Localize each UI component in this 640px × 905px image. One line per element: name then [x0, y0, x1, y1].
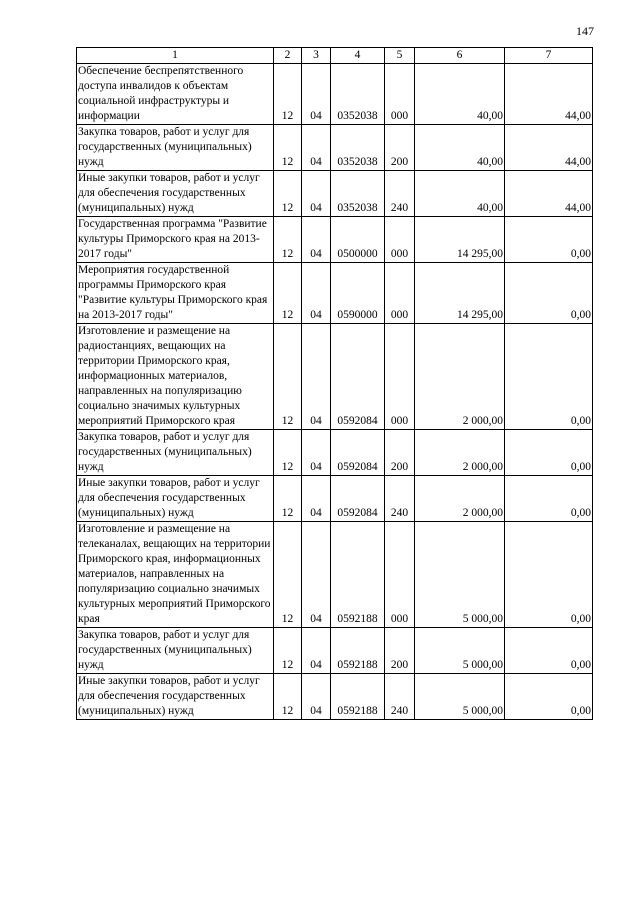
- table-row: [77, 171, 593, 217]
- expense-type-cell: 000: [385, 324, 415, 430]
- amount-cell: 0,00: [505, 263, 593, 324]
- row-name-cell: Государственная программа "Развитие культуры Приморского края на 2013-2017 годы": [77, 217, 274, 263]
- amount-cell: 40,00: [415, 64, 505, 125]
- table-row: [77, 324, 593, 430]
- subsection-cell: 04: [302, 674, 331, 720]
- amount-cell: 44,00: [505, 125, 593, 171]
- table-row: [77, 125, 593, 171]
- section-cell: 12: [274, 217, 302, 263]
- header-cell: 5: [385, 48, 415, 64]
- header-cell: 4: [331, 48, 385, 64]
- section-cell: 12: [274, 263, 302, 324]
- budget-table: [76, 47, 593, 720]
- header-cell: 7: [505, 48, 593, 64]
- table-body: [77, 64, 593, 720]
- expense-type-cell: 240: [385, 674, 415, 720]
- expense-type-cell: 000: [385, 522, 415, 628]
- section-cell: 12: [274, 64, 302, 125]
- subsection-cell: 04: [302, 64, 331, 125]
- amount-cell: 44,00: [505, 64, 593, 125]
- amount-cell: 5 000,00: [415, 628, 505, 674]
- amount-cell: 2 000,00: [415, 324, 505, 430]
- section-cell: 12: [274, 674, 302, 720]
- section-cell: 12: [274, 476, 302, 522]
- page-number: 147: [576, 24, 594, 38]
- table-row: [77, 430, 593, 476]
- header-cell: 2: [274, 48, 302, 64]
- amount-cell: 5 000,00: [415, 674, 505, 720]
- header-cell: 6: [415, 48, 505, 64]
- amount-cell: 40,00: [415, 171, 505, 217]
- expense-type-cell: 000: [385, 217, 415, 263]
- subsection-cell: 04: [302, 430, 331, 476]
- row-name-cell: Мероприятия государственной программы Приморского края "Развитие культуры Приморского края на 2013-2017 годы": [77, 263, 274, 324]
- table-row: [77, 476, 593, 522]
- target-article-cell: 0352038: [331, 64, 385, 125]
- expense-type-cell: 200: [385, 628, 415, 674]
- table-row: [77, 522, 593, 628]
- row-name-cell: Закупка товаров, работ и услуг для государственных (муниципальных) нужд: [77, 628, 274, 674]
- row-name-cell: Иные закупки товаров, работ и услуг для обеспечения государственных (муниципальных) нужд: [77, 674, 274, 720]
- table-row: [77, 217, 593, 263]
- amount-cell: 5 000,00: [415, 522, 505, 628]
- subsection-cell: 04: [302, 263, 331, 324]
- target-article-cell: 0590000: [331, 263, 385, 324]
- expense-type-cell: 200: [385, 430, 415, 476]
- amount-cell: 14 295,00: [415, 217, 505, 263]
- table-row: [77, 674, 593, 720]
- table-row: [77, 628, 593, 674]
- expense-type-cell: 000: [385, 64, 415, 125]
- header-cell: 3: [302, 48, 331, 64]
- amount-cell: 14 295,00: [415, 263, 505, 324]
- section-cell: 12: [274, 628, 302, 674]
- amount-cell: 0,00: [505, 324, 593, 430]
- row-name-cell: Иные закупки товаров, работ и услуг для обеспечения государственных (муниципальных) нужд: [77, 171, 274, 217]
- target-article-cell: 0352038: [331, 125, 385, 171]
- section-cell: 12: [274, 171, 302, 217]
- row-name-cell: Изготовление и размещение на радиостанциях, вещающих на территории Приморского края, информационных материалов, направленных на популяризацию социально значимых культурных мероприятий Приморского края: [77, 324, 274, 430]
- row-name-cell: Закупка товаров, работ и услуг для государственных (муниципальных) нужд: [77, 125, 274, 171]
- target-article-cell: 0592084: [331, 430, 385, 476]
- target-article-cell: 0592188: [331, 522, 385, 628]
- expense-type-cell: 240: [385, 476, 415, 522]
- row-name-cell: Иные закупки товаров, работ и услуг для обеспечения государственных (муниципальных) нужд: [77, 476, 274, 522]
- amount-cell: 2 000,00: [415, 430, 505, 476]
- target-article-cell: 0592084: [331, 476, 385, 522]
- subsection-cell: 04: [302, 125, 331, 171]
- row-name-cell: Обеспечение беспрепятственного доступа инвалидов к объектам социальной инфраструктуры и информации: [77, 64, 274, 125]
- section-cell: 12: [274, 522, 302, 628]
- expense-type-cell: 200: [385, 125, 415, 171]
- header-row: [77, 48, 593, 64]
- expense-type-cell: 000: [385, 263, 415, 324]
- target-article-cell: 0352038: [331, 171, 385, 217]
- subsection-cell: 04: [302, 628, 331, 674]
- amount-cell: 0,00: [505, 476, 593, 522]
- amount-cell: 40,00: [415, 125, 505, 171]
- expense-type-cell: 240: [385, 171, 415, 217]
- subsection-cell: 04: [302, 171, 331, 217]
- row-name-cell: Изготовление и размещение на телеканалах, вещающих на территории Приморского края, информационных материалов, направленных на популяризацию социально значимых культурных мероприятий Приморского края: [77, 522, 274, 628]
- table-row: [77, 64, 593, 125]
- amount-cell: 0,00: [505, 628, 593, 674]
- amount-cell: 0,00: [505, 674, 593, 720]
- section-cell: 12: [274, 125, 302, 171]
- target-article-cell: 0500000: [331, 217, 385, 263]
- target-article-cell: 0592188: [331, 628, 385, 674]
- amount-cell: 2 000,00: [415, 476, 505, 522]
- subsection-cell: 04: [302, 522, 331, 628]
- amount-cell: 44,00: [505, 171, 593, 217]
- table-row: [77, 263, 593, 324]
- section-cell: 12: [274, 324, 302, 430]
- amount-cell: 0,00: [505, 430, 593, 476]
- amount-cell: 0,00: [505, 217, 593, 263]
- amount-cell: 0,00: [505, 522, 593, 628]
- section-cell: 12: [274, 430, 302, 476]
- target-article-cell: 0592084: [331, 324, 385, 430]
- header-cell: 1: [77, 48, 274, 64]
- subsection-cell: 04: [302, 476, 331, 522]
- subsection-cell: 04: [302, 324, 331, 430]
- subsection-cell: 04: [302, 217, 331, 263]
- target-article-cell: 0592188: [331, 674, 385, 720]
- row-name-cell: Закупка товаров, работ и услуг для государственных (муниципальных) нужд: [77, 430, 274, 476]
